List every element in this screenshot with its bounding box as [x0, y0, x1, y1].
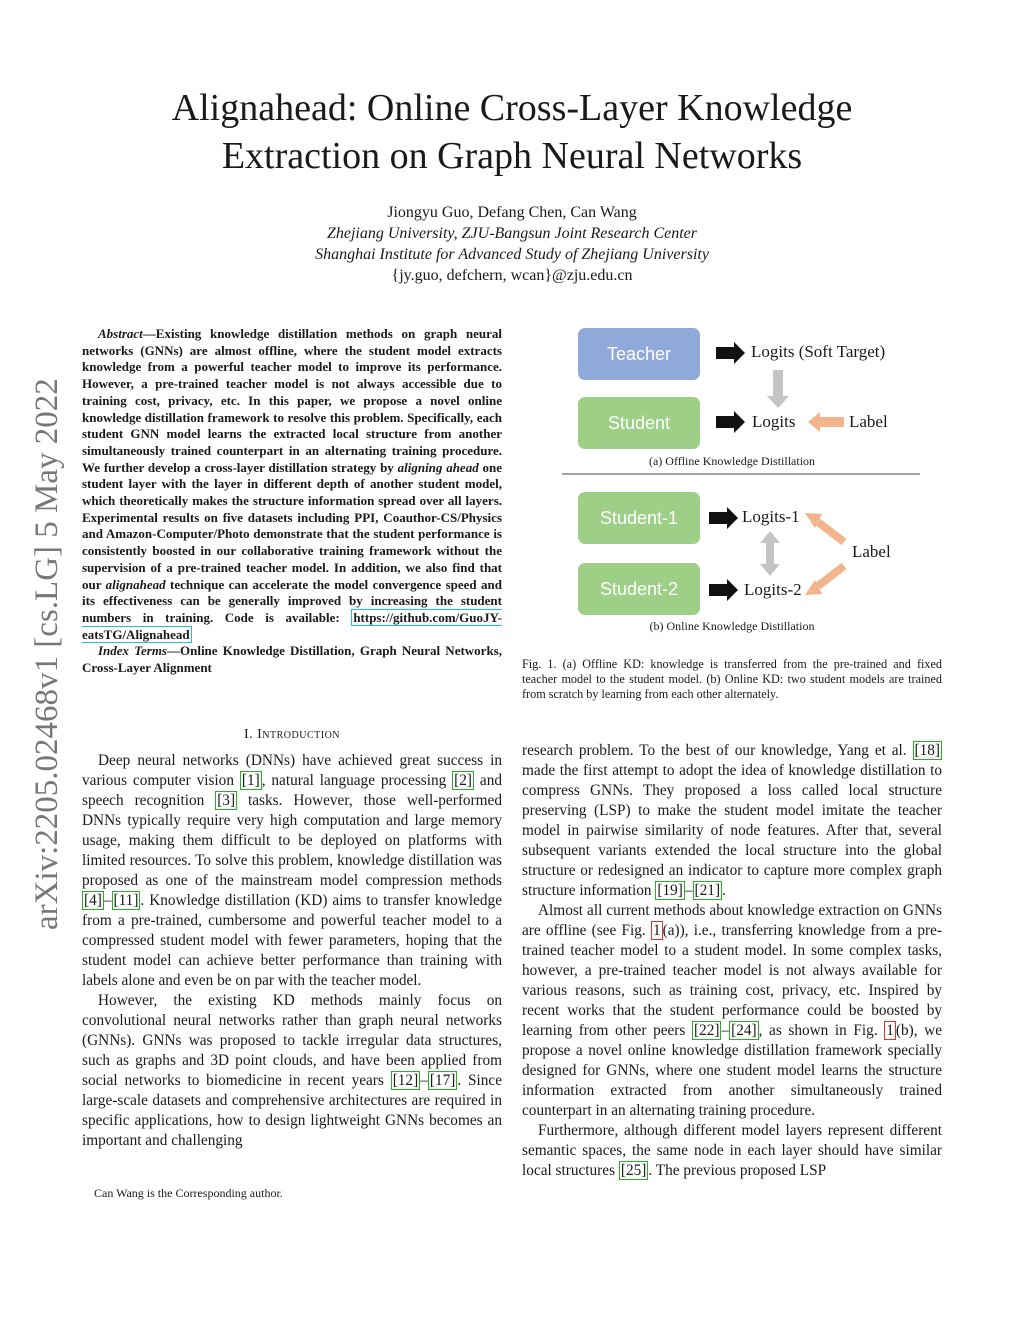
- right-body-column: [522, 741, 942, 1181]
- subcaption-b: (b) Online Knowledge Distillation: [649, 619, 815, 633]
- abstract-emph-2: alignahead: [105, 576, 166, 592]
- logits-soft-target-label: Logits (Soft Target): [751, 342, 886, 361]
- citation-link[interactable]: [19]: [657, 882, 683, 899]
- orange-arrow-to-logits-1: [818, 522, 844, 542]
- citation-link[interactable]: [25]: [620, 1162, 647, 1179]
- abstract-emph-1: aligning ahead: [397, 459, 479, 475]
- student-1-box: Student-1: [578, 492, 700, 544]
- citation-link[interactable]: [21]: [694, 882, 721, 899]
- paper-title: [0, 84, 1024, 180]
- affiliation-2: Shanghai Institute for Advanced Study of Zhejiang University: [315, 246, 709, 263]
- citation-link[interactable]: [11]: [113, 892, 139, 909]
- logits-1-label: Logits-1: [742, 507, 800, 526]
- citation-link[interactable]: [22]: [693, 1022, 720, 1039]
- author-names: Jiongyu Guo, Defang Chen, Can Wang: [387, 204, 637, 221]
- figure-reference-link[interactable]: 1: [886, 1022, 894, 1039]
- abstract-paragraph: [82, 326, 502, 643]
- black-arrow: [709, 579, 738, 601]
- orange-arrow-to-logits-2: [818, 566, 844, 586]
- gray-down-arrow: [767, 370, 789, 408]
- figure-1: [522, 318, 942, 648]
- citation-link[interactable]: [4]: [84, 892, 102, 909]
- section-heading: [82, 727, 502, 743]
- citation-link[interactable]: [24]: [731, 1022, 757, 1039]
- student-box: Student: [578, 397, 700, 449]
- right-paragraph-1: research problem. To the best of our knowledge, Yang et al. [18] made the first attempt to adopt the idea of knowledge distillation to compress GNNs. They proposed a loss called local structure preserving (LSP) to make the student model imitate the teacher model in pairwise similarity of node features. After that, several subsequent variants extended the local structure into the global structure or redesigned an indicator to capture more complex graph structure information [19] – [21] .: [522, 742, 942, 899]
- affiliation-1: Zhejiang University, ZJU-Bangsun Joint Research Center: [326, 225, 697, 242]
- author-email: {jy.guo, defchern, wcan}@zju.edu.cn: [391, 267, 633, 284]
- arxiv-sidebar: arXiv:2205.02468v1 [cs.LG] 5 May 2022: [29, 378, 65, 930]
- citation-link[interactable]: [17]: [429, 1072, 456, 1089]
- index-terms-label: Index Terms: [98, 643, 167, 659]
- citation-link[interactable]: [12]: [392, 1072, 419, 1089]
- abstract-label: Abstract: [98, 326, 143, 341]
- citation-link[interactable]: [3]: [217, 792, 236, 809]
- abstract-text-1: —Existing knowledge distillation methods on graph neural networks (GNNs) are almost offline, where the student model extracts knowledge from a powerful teacher model to improve its performance. However, a pre-trained teacher model is not always accessible due to training cost, privacy, etc. In this paper, we propose a novel online knowledge distillation framework to resolve this problem. Specifically, each student GNN model learns the extracted local structure from another simultaneously trained counterpart in an alternating training procedure. We further develop a cross-layer distillation strategy by: [82, 326, 502, 475]
- label-text-a: Label: [849, 412, 888, 431]
- black-arrow: [709, 507, 738, 529]
- code-link[interactable]: https://github.com/GuoJY-eatsTG/Alignahead: [82, 609, 502, 642]
- left-body-column: [82, 751, 502, 1151]
- teacher-box: Teacher: [578, 328, 700, 380]
- right-paragraph-3: Furthermore, although different model layers represent different semantic spaces, the same node in each layer should have similar local structures [25] . The previous proposed LSP: [522, 1122, 942, 1179]
- right-paragraph-2: Almost all current methods about knowledge extraction on GNNs are offline (see Fig. 1 (a)), i.e., transferring knowledge from a pre-trained teacher model to a student model. In some complex tasks, however, a pre-trained teacher model is not always available for various reasons, such as training cost, privacy, etc. Inspired by recent works that the student performance could be boosted by learning from other peers [22] – [24] , as shown in Fig. 1 (b), we propose a novel online knowledge distillation framework specially designed for GNNs, where one student model learns the structure information extracted from another simultaneously trained counterpart in an alternating training procedure.: [522, 902, 943, 1119]
- orange-left-arrow: [808, 412, 844, 432]
- title-line-2: Extraction on Graph Neural Networks: [221, 135, 803, 177]
- subcaption-a: (a) Offline Knowledge Distillation: [648, 454, 816, 468]
- student-2-box: Student-2: [578, 563, 700, 615]
- figure-caption: Fig. 1. (a) Offline KD: knowledge is transferred from the pre-trained and fixed teacher model to the student model. (b) Online KD: two student models are trained from scratch by learning from each other alternately.: [522, 657, 942, 701]
- abstract-text-3: technique can accelerate the model convergence speed and its effectiveness can be generally improved by increasing the student numbers in training. Code is available:: [82, 576, 502, 625]
- citation-link[interactable]: [18]: [914, 742, 940, 759]
- section-title: Introduction: [257, 727, 341, 742]
- index-terms: [82, 643, 502, 676]
- gray-double-arrow: [760, 531, 780, 576]
- logits-2-label: Logits-2: [744, 580, 802, 599]
- title-line-1: Alignahead: Online Cross-Layer Knowledge: [171, 87, 853, 129]
- citation-link[interactable]: [2]: [454, 772, 473, 789]
- label-text-b: Label: [852, 542, 891, 561]
- citation-link[interactable]: [1]: [241, 772, 260, 789]
- intro-paragraph-1: Deep neural networks (DNNs) have achieved great success in various computer vision [1] , natural language processing [2] and speech recognition [3] tasks. However, those well-performed DNNs typically require very high computation and large memory usage, making them difficult to be deployed on platforms with limited resources. To solve this problem, knowledge distillation was proposed as one of the mainstream model compression methods [4] – [11] . Knowledge distillation (KD) aims to transfer knowledge from a pre-trained, cumbersome and powerful teacher model to a compressed student model with fewer parameters, hoping that the student model can achieve better performance than training with labels alone and even be on par with the teacher model.: [82, 752, 502, 989]
- logits-label: Logits: [752, 412, 796, 431]
- black-arrow: [716, 411, 745, 433]
- section-number: I.: [243, 727, 254, 742]
- footnote: Can Wang is the Corresponding author.: [94, 1186, 283, 1200]
- abstract: [82, 326, 502, 677]
- black-arrow: [716, 342, 745, 364]
- index-terms-text: —Online Knowledge Distillation, Graph Neural Networks, Cross-Layer Alignment: [82, 643, 502, 676]
- abstract-text-2: one student layer with the layer in different depth of another student model, which theoretically makes the structure information spread over all layers. Experimental results on five datasets including PPI, Coauthor-CS/Physics and Amazon-Computer/Photo demonstrate that the student performance is consistently boosted in our collaborative training framework without the supervision of a pre-trained teacher model. In addition, we also find that our: [82, 459, 502, 592]
- intro-paragraph-2: However, the existing KD methods mainly focus on convolutional neural networks rather than graph neural networks (GNNs). GNNs was proposed to tackle irregular data structures, such as graphs and 3D point clouds, and have been applied from social networks to biomedicine in recent years [12] – [17] . Since large-scale datasets and comprehensive architectures are required in specific applications, how to design lightweight GNNs becomes an important and challenging: [82, 992, 502, 1149]
- figure-reference-link[interactable]: 1: [652, 922, 661, 939]
- author-block: [0, 202, 1024, 286]
